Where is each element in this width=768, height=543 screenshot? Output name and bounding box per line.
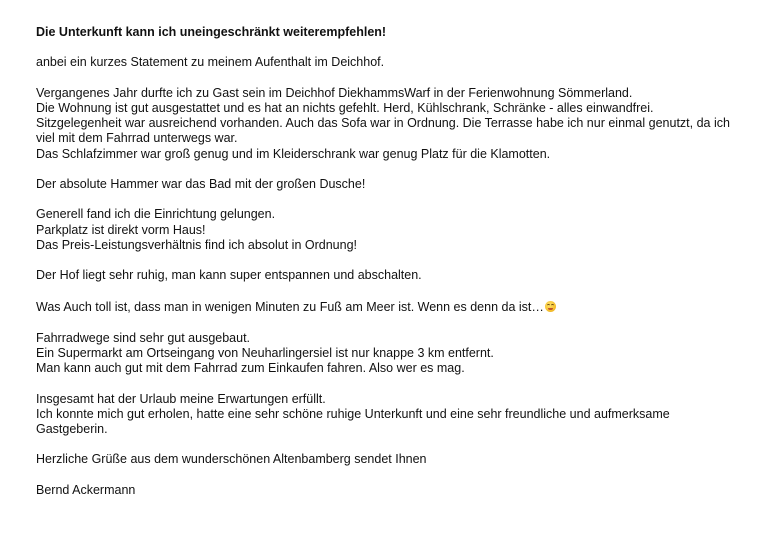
stay-line-4: Das Schlafzimmer war groß genug und im Kleiderschrank war genug Platz für die Klamotten.	[36, 146, 551, 161]
sea-text: Was Auch toll ist, dass man in wenigen Minuten zu Fuß am Meer ist. Wenn es denn da ist…	[36, 300, 544, 315]
intro-text: anbei ein kurzes Statement zu meinem Aufenthalt im Deichhof.	[36, 55, 385, 70]
facilities-paragraph	[36, 207, 736, 253]
stay-line-2: Die Wohnung ist gut ausgestattet und es hat an nichts gefehlt. Herd, Kühlschrank, Schränke - alles einwandfrei.	[36, 100, 654, 115]
stay-line-3: Sitzgelegenheit war ausreichend vorhanden. Auch das Sofa war in Ordnung. Die Terrasse habe ich nur einmal genutzt, da ich viel mit dem Fahrrad unterwegs war.	[36, 116, 730, 146]
signature: Bernd Ackermann	[36, 482, 136, 497]
cycling-line-2: Ein Supermarkt am Ortseingang von Neuharlingersiel ist nur knappe 3 km entfernt.	[36, 345, 494, 360]
bathroom-paragraph: Der absolute Hammer war das Bad mit der großen Dusche!	[36, 176, 366, 191]
stay-line-1: Vergangenes Jahr durfte ich zu Gast sein im Deichhof DiekhammsWarf in der Ferienwohnung Sömmerland.	[36, 85, 633, 100]
facilities-line-2: Parkplatz ist direkt vorm Haus!	[36, 222, 206, 237]
cycling-line-3: Man kann auch gut mit dem Fahrrad zum Einkaufen fahren. Also wer es mag.	[36, 361, 465, 376]
cycling-paragraph	[36, 331, 736, 377]
cycling-line-1: Fahrradwege sind sehr gut ausgebaut.	[36, 330, 251, 345]
closing-text: Herzliche Grüße aus dem wunderschönen Altenbamberg sendet Ihnen	[36, 452, 427, 467]
stay-details-paragraph	[36, 86, 736, 162]
grimacing-face-emoji-icon	[545, 301, 556, 312]
location-paragraph: Der Hof liegt sehr ruhig, man kann super entspannen und abschalten.	[36, 268, 422, 283]
facilities-line-1: Generell fand ich die Einrichtung gelungen.	[36, 207, 276, 222]
review-title: Die Unterkunft kann ich uneingeschränkt weiterempfehlen!	[36, 25, 387, 39]
summary-line-1: Insgesamt hat der Urlaub meine Erwartungen erfüllt.	[36, 391, 326, 406]
review-document	[36, 25, 736, 513]
facilities-line-3: Das Preis-Leistungsverhältnis find ich absolut in Ordnung!	[36, 237, 358, 252]
sea-paragraph	[36, 300, 736, 315]
summary-line-2: Ich konnte mich gut erholen, hatte eine sehr schöne ruhige Unterkunft und eine sehr freundliche und aufmerksame Gastgeberin.	[36, 406, 670, 436]
summary-paragraph	[36, 392, 736, 438]
